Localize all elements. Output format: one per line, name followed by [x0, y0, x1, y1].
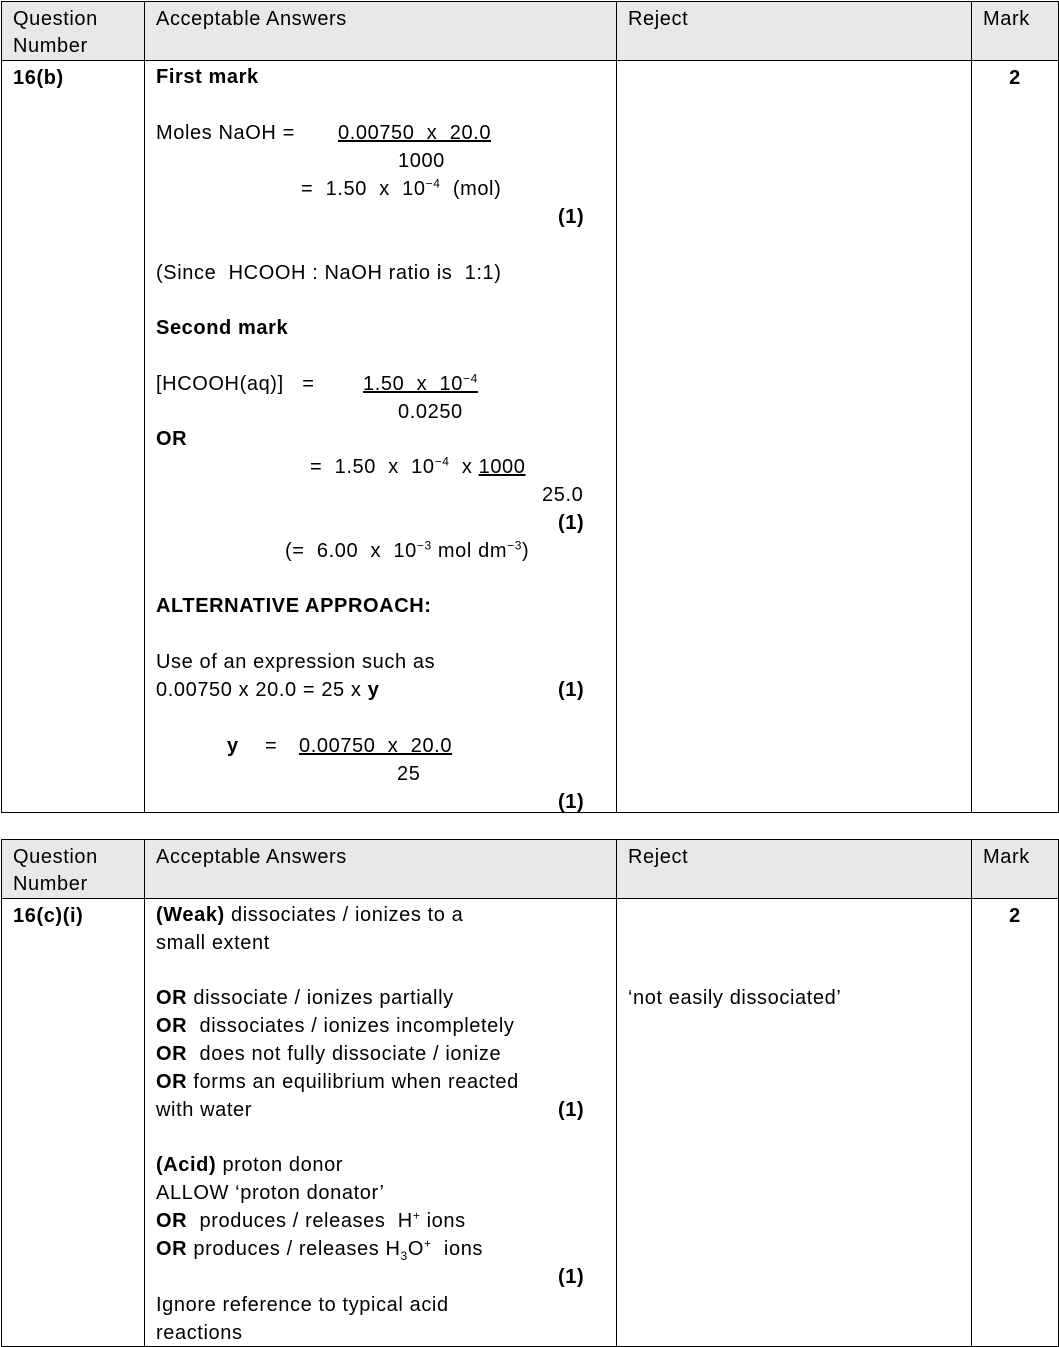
reject-cell — [617, 899, 972, 1347]
header-reject: Reject — [617, 2, 972, 61]
or-line-1: OR dissociate / ionizes partially — [156, 987, 454, 1009]
or-label: OR — [156, 428, 188, 450]
or-line-4: OR forms an equilibrium when reacted — [156, 1071, 519, 1093]
mark-3: (1) — [558, 679, 585, 701]
reject-cell — [617, 61, 972, 813]
header-acceptable-answers: Acceptable Answers — [145, 840, 617, 899]
acceptable-answers-cell — [145, 61, 617, 813]
weak-line-2: small extent — [156, 932, 270, 954]
or-line-3: OR does not fully dissociate / ionize — [156, 1043, 502, 1065]
second-mark-heading: Second mark — [156, 317, 289, 339]
y-equals: = — [265, 735, 278, 757]
y-numerator: 0.00750 x 20.0 — [299, 735, 453, 757]
allow-line: ALLOW ‘proton donator’ — [156, 1182, 385, 1204]
header-question-number: Question Number — [2, 2, 145, 61]
mark-scheme-table-16b — [1, 1, 1059, 813]
mark-cell: 2 — [972, 899, 1059, 1347]
moles-result: = 1.50 x $10^{-4}$ (mol) — [301, 176, 502, 200]
header-mark: Mark — [972, 840, 1059, 899]
alternative-line-1: Use of an expression such as — [156, 651, 436, 673]
reject-text: ‘not easily dissociated’ — [628, 987, 842, 1009]
acceptable-answers-cell — [145, 899, 617, 1347]
first-mark-heading: First mark — [156, 66, 259, 88]
alternative-approach-heading: ALTERNATIVE APPROACH: — [156, 595, 432, 617]
or-line-2: OR dissociates / ionizes incompletely — [156, 1015, 515, 1037]
header-reject: Reject — [617, 840, 972, 899]
alternative-line-2: 0.00750 x 20.0 = 25 x y — [156, 679, 380, 701]
mark-cell: 2 — [972, 61, 1059, 813]
moles-label: Moles NaOH = — [156, 122, 295, 144]
ratio-note: (Since HCOOH : NaOH ratio is 1:1) — [156, 262, 502, 284]
question-number-cell: 16(b) — [2, 61, 145, 813]
mark-2: (1) — [558, 512, 585, 534]
or-line-6: OR produces / releases $H_3O^+$ ions — [156, 1236, 484, 1263]
answer-row — [2, 899, 1059, 1347]
mark-4: (1) — [558, 791, 585, 813]
header-acceptable-answers: Acceptable Answers — [145, 2, 617, 61]
answer-row — [2, 61, 1059, 813]
concentration-result: (= 6.00 x $10^{-3}$ mol $dm^{-3}$) — [285, 538, 530, 562]
header-mark: Mark — [972, 2, 1059, 61]
moles-numerator: 0.00750 x 20.0 — [338, 122, 492, 144]
mark-scheme-table-16c — [1, 839, 1059, 1347]
mark-1: (1) — [558, 1099, 585, 1121]
y-label: y — [227, 735, 239, 757]
mark-2: (1) — [558, 1266, 585, 1288]
mark-1: (1) — [558, 206, 585, 228]
question-number-cell: 16(c)(i) — [2, 899, 145, 1347]
or-line-4b: with water — [156, 1099, 253, 1121]
alternative-denominator: 25.0 — [542, 484, 584, 506]
ignore-line-1: Ignore reference to typical acid — [156, 1294, 449, 1316]
concentration-label: [HCOOH(aq)] = — [156, 373, 315, 395]
or-line-5: OR produces / releases H+ ions — [156, 1208, 466, 1232]
acid-line: (Acid) proton donor — [156, 1154, 344, 1176]
header-question-number: Question Number — [2, 840, 145, 899]
concentration-numerator: 1.50 x $10^{-4}$ — [363, 371, 478, 395]
weak-line-1: (Weak) dissociates / ionizes to a — [156, 904, 464, 926]
alternative-expression: = 1.50 x $10^{-4}$ x 1000 — [310, 454, 526, 478]
y-denominator: 25 — [397, 763, 421, 785]
header-row — [2, 840, 1059, 899]
moles-denominator: 1000 — [398, 150, 445, 172]
concentration-denominator: 0.0250 — [398, 401, 463, 423]
ignore-line-2: reactions — [156, 1322, 243, 1344]
header-row — [2, 2, 1059, 61]
